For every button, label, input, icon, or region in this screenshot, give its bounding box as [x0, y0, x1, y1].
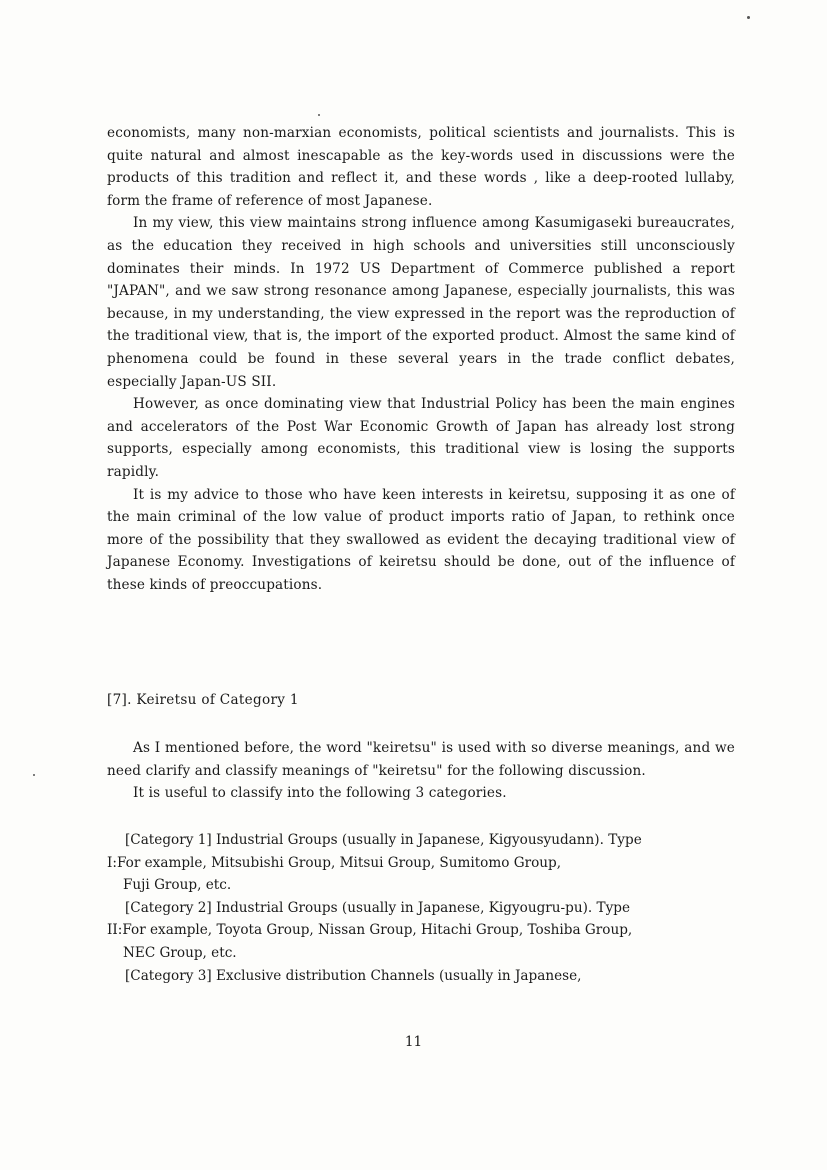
paragraph: In my view, this view maintains strong influence among Kasumigaseki bureaucrates, as the education they received in high schools and universities still unconsciously dominates their minds. In 1972 US Department of Commerce published a report "JAPAN", and we saw strong resonance among Japanese, especially journalists, this was because, in my understanding, the view expressed in the report was the reproduction of the traditional view, that is, the import of the exported product. Almost the same kind of phenomena could be found in these several years in the trade conflict debates, especially Japan-US SII.: [107, 215, 735, 390]
category-1-line: I:For example, Mitsubishi Group, Mitsui Group, Sumitomo Group,: [107, 854, 562, 871]
category-3-line: [Category 3] Exclusive distribution Channels (usually in Japanese,: [125, 967, 582, 984]
scan-speck: [747, 16, 750, 19]
section-body-text: [107, 737, 735, 805]
category-1-line: [Category 1] Industrial Groups (usually in Japanese, Kigyousyudann). Type: [125, 832, 642, 848]
paragraph: As I mentioned before, the word "keiretsu" is used with so diverse meanings, and we need clarify and classify meanings of "keiretsu" for the following discussion.: [107, 740, 735, 779]
category-1-line: Fuji Group, etc.: [123, 877, 232, 894]
category-list: [107, 829, 735, 987]
category-2-line: II:For example, Toyota Group, Nissan Group, Hitachi Group, Toshiba Group,: [107, 922, 633, 939]
body-text: [107, 122, 735, 596]
paragraph: It is useful to classify into the following 3 categories.: [133, 785, 507, 802]
paragraph: However, as once dominating view that Industrial Policy has been the main engines and accelerators of the Post War Economic Growth of Japan has already lost strong supports, especially among economists, this traditional view is losing the supports rapidly.: [107, 396, 735, 480]
category-2-line: NEC Group, etc.: [123, 944, 237, 961]
scan-speck: [33, 774, 35, 776]
section-heading: [7]. Keiretsu of Category 1: [107, 692, 299, 708]
paragraph: It is my advice to those who have keen interests in keiretsu, supposing it as one of the main criminal of the low value of product imports ratio of Japan, to rethink once more of the possibility that they swallowed as evident the decaying traditional view of Japanese Economy. Investigations of keiretsu should be done, out of the influence of these kinds of preoccupations.: [107, 486, 735, 593]
paragraph: economists, many non-marxian economists, political scientists and journalists. This is quite natural and almost inescapable as the key-words used in discussions were the products of this tradition and reflect it, and these words , like a deep-rooted lullaby, form the frame of reference of most Japanese.: [107, 125, 735, 209]
category-2-line: [Category 2] Industrial Groups (usually in Japanese, Kigyougru-pu). Type: [125, 899, 631, 916]
page-number: 11: [404, 1034, 423, 1050]
scan-speck: [318, 114, 320, 116]
